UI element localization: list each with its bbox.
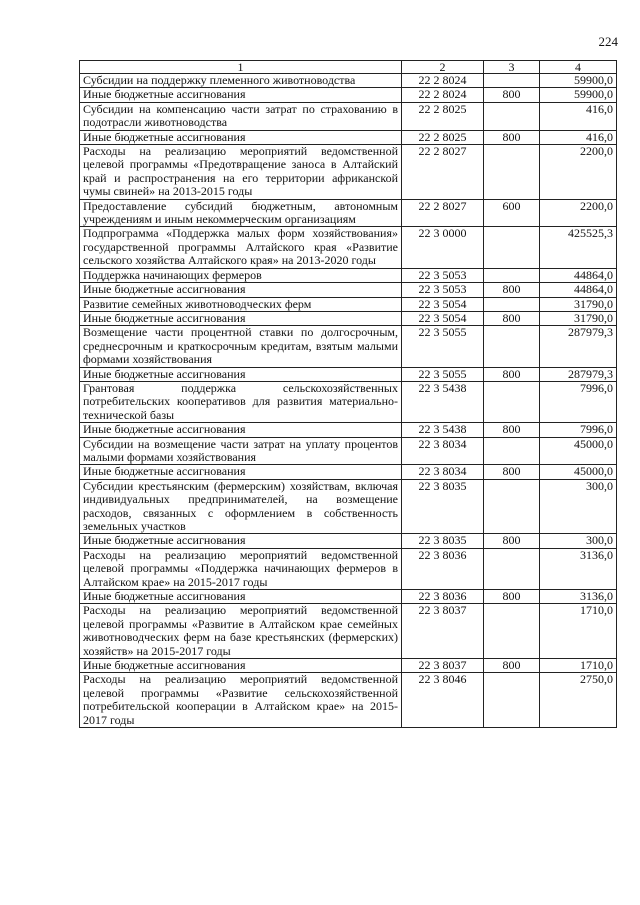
row-name: Субсидии на возмещение части затрат на уплату процентов малыми формами хозяйствования (80, 437, 402, 465)
table-row (80, 88, 617, 102)
table-row (80, 297, 617, 311)
row-code: 22 3 5053 (402, 283, 484, 297)
row-amount: 44864,0 (540, 283, 617, 297)
table-row (80, 130, 617, 144)
row-expense-type (484, 74, 540, 88)
row-name: Иные бюджетные ассигнования (80, 423, 402, 437)
row-amount: 31790,0 (540, 297, 617, 311)
row-expense-type: 800 (484, 659, 540, 673)
table-row (80, 659, 617, 673)
header-cell-4: 4 (540, 61, 617, 74)
row-expense-type (484, 673, 540, 728)
row-expense-type: 800 (484, 283, 540, 297)
row-code: 22 3 8046 (402, 673, 484, 728)
table-row (80, 604, 617, 659)
table-row (80, 102, 617, 130)
table-row (80, 437, 617, 465)
row-amount: 7996,0 (540, 381, 617, 422)
table-row (80, 465, 617, 479)
row-code: 22 3 8034 (402, 465, 484, 479)
row-amount: 45000,0 (540, 437, 617, 465)
row-expense-type: 800 (484, 465, 540, 479)
table-row (80, 326, 617, 367)
row-name: Расходы на реализацию мероприятий ведомственной целевой программы «Поддержка начинающих фермеров в Алтайском крае» на 2015-2017 годы (80, 548, 402, 589)
row-code: 22 2 8024 (402, 74, 484, 88)
header-cell-3: 3 (484, 61, 540, 74)
row-amount: 44864,0 (540, 268, 617, 282)
row-expense-type (484, 145, 540, 200)
row-name: Грантовая поддержка сельскохозяйственных потребительских кооперативов для развития материально-технической базы (80, 381, 402, 422)
row-code: 22 3 8036 (402, 548, 484, 589)
row-amount: 45000,0 (540, 465, 617, 479)
table-row (80, 381, 617, 422)
row-code: 22 3 5055 (402, 367, 484, 381)
row-expense-type (484, 297, 540, 311)
table-header (80, 61, 617, 74)
table-row (80, 548, 617, 589)
row-expense-type: 800 (484, 130, 540, 144)
table-row (80, 534, 617, 548)
header-cell-1: 1 (80, 61, 402, 74)
row-name: Иные бюджетные ассигнования (80, 659, 402, 673)
row-code: 22 2 8025 (402, 130, 484, 144)
row-expense-type: 600 (484, 199, 540, 227)
row-amount: 3136,0 (540, 590, 617, 604)
row-expense-type: 800 (484, 311, 540, 325)
row-amount: 300,0 (540, 534, 617, 548)
row-code: 22 3 8034 (402, 437, 484, 465)
table-row (80, 479, 617, 534)
row-name: Иные бюджетные ассигнования (80, 130, 402, 144)
row-expense-type: 800 (484, 534, 540, 548)
row-code: 22 2 8024 (402, 88, 484, 102)
row-code: 22 3 8037 (402, 659, 484, 673)
row-name: Иные бюджетные ассигнования (80, 465, 402, 479)
row-name: Субсидии на поддержку племенного животноводства (80, 74, 402, 88)
row-amount: 59900,0 (540, 74, 617, 88)
row-amount: 416,0 (540, 102, 617, 130)
row-amount: 425525,3 (540, 227, 617, 268)
table-row (80, 268, 617, 282)
table-row (80, 283, 617, 297)
row-expense-type (484, 479, 540, 534)
table-row (80, 145, 617, 200)
row-amount: 2750,0 (540, 673, 617, 728)
row-name: Субсидии крестьянским (фермерским) хозяйствам, включая индивидуальных предпринимателей, на возмещение расходов, связанных с оформлением в собственность земельных участков (80, 479, 402, 534)
table-row (80, 311, 617, 325)
row-name: Иные бюджетные ассигнования (80, 311, 402, 325)
row-expense-type: 800 (484, 367, 540, 381)
row-amount: 7996,0 (540, 423, 617, 437)
row-code: 22 3 5055 (402, 326, 484, 367)
row-amount: 2200,0 (540, 145, 617, 200)
row-code: 22 3 5054 (402, 311, 484, 325)
row-amount: 3136,0 (540, 548, 617, 589)
row-code: 22 2 8025 (402, 102, 484, 130)
row-code: 22 3 8036 (402, 590, 484, 604)
row-code: 22 3 5438 (402, 423, 484, 437)
row-name: Предоставление субсидий бюджетным, автономным учреждениям и иным некоммерческим организациям (80, 199, 402, 227)
row-amount: 416,0 (540, 130, 617, 144)
row-name: Расходы на реализацию мероприятий ведомственной целевой программы «Развитие в Алтайском крае семейных животноводческих ферм на базе крестьянских (фермерских) хозяйств» на 2015-2017 годы (80, 604, 402, 659)
row-expense-type (484, 604, 540, 659)
row-amount: 1710,0 (540, 604, 617, 659)
row-amount: 59900,0 (540, 88, 617, 102)
table-row (80, 199, 617, 227)
row-expense-type (484, 102, 540, 130)
table-row (80, 74, 617, 88)
row-name: Иные бюджетные ассигнования (80, 283, 402, 297)
row-code: 22 3 8035 (402, 479, 484, 534)
table-row (80, 590, 617, 604)
row-expense-type: 800 (484, 423, 540, 437)
row-code: 22 3 5438 (402, 381, 484, 422)
row-name: Расходы на реализацию мероприятий ведомственной целевой программы «Развитие сельскохозяйственной потребительской кооперации в Алтайском крае» на 2015-2017 годы (80, 673, 402, 728)
row-expense-type (484, 381, 540, 422)
row-expense-type (484, 437, 540, 465)
row-amount: 300,0 (540, 479, 617, 534)
row-expense-type: 800 (484, 88, 540, 102)
row-name: Иные бюджетные ассигнования (80, 534, 402, 548)
table-row (80, 673, 617, 728)
table-body (80, 74, 617, 728)
row-code: 22 3 5053 (402, 268, 484, 282)
row-expense-type (484, 227, 540, 268)
row-name: Иные бюджетные ассигнования (80, 88, 402, 102)
row-expense-type: 800 (484, 590, 540, 604)
table-row (80, 227, 617, 268)
row-name: Иные бюджетные ассигнования (80, 367, 402, 381)
page-number: 224 (598, 34, 618, 49)
row-name: Возмещение части процентной ставки по долгосрочным, среднесрочным и краткосрочным кредитам, взятым малыми формами хозяйствования (80, 326, 402, 367)
row-name: Субсидии на компенсацию части затрат по страхованию в подотрасли животноводства (80, 102, 402, 130)
table-row (80, 367, 617, 381)
table-row (80, 423, 617, 437)
row-code: 22 3 0000 (402, 227, 484, 268)
row-amount: 2200,0 (540, 199, 617, 227)
budget-table (79, 60, 617, 728)
row-code: 22 2 8027 (402, 145, 484, 200)
row-amount: 287979,3 (540, 367, 617, 381)
row-expense-type (484, 548, 540, 589)
row-amount: 1710,0 (540, 659, 617, 673)
header-cell-2: 2 (402, 61, 484, 74)
row-amount: 287979,3 (540, 326, 617, 367)
row-name: Развитие семейных животноводческих ферм (80, 297, 402, 311)
row-code: 22 3 8035 (402, 534, 484, 548)
row-expense-type (484, 326, 540, 367)
row-amount: 31790,0 (540, 311, 617, 325)
row-code: 22 2 8027 (402, 199, 484, 227)
row-expense-type (484, 268, 540, 282)
row-name: Иные бюджетные ассигнования (80, 590, 402, 604)
row-code: 22 3 8037 (402, 604, 484, 659)
row-code: 22 3 5054 (402, 297, 484, 311)
header-row (80, 61, 617, 74)
row-name: Подпрограмма «Поддержка малых форм хозяйствования» государственной программы Алтайского края «Развитие сельского хозяйства Алтайского края» на 2013-2020 годы (80, 227, 402, 268)
row-name: Поддержка начинающих фермеров (80, 268, 402, 282)
row-name: Расходы на реализацию мероприятий ведомственной целевой программы «Предотвращение заноса в Алтайский край и распространения на его территории африканской чумы свиней» на 2013-2015 годы (80, 145, 402, 200)
